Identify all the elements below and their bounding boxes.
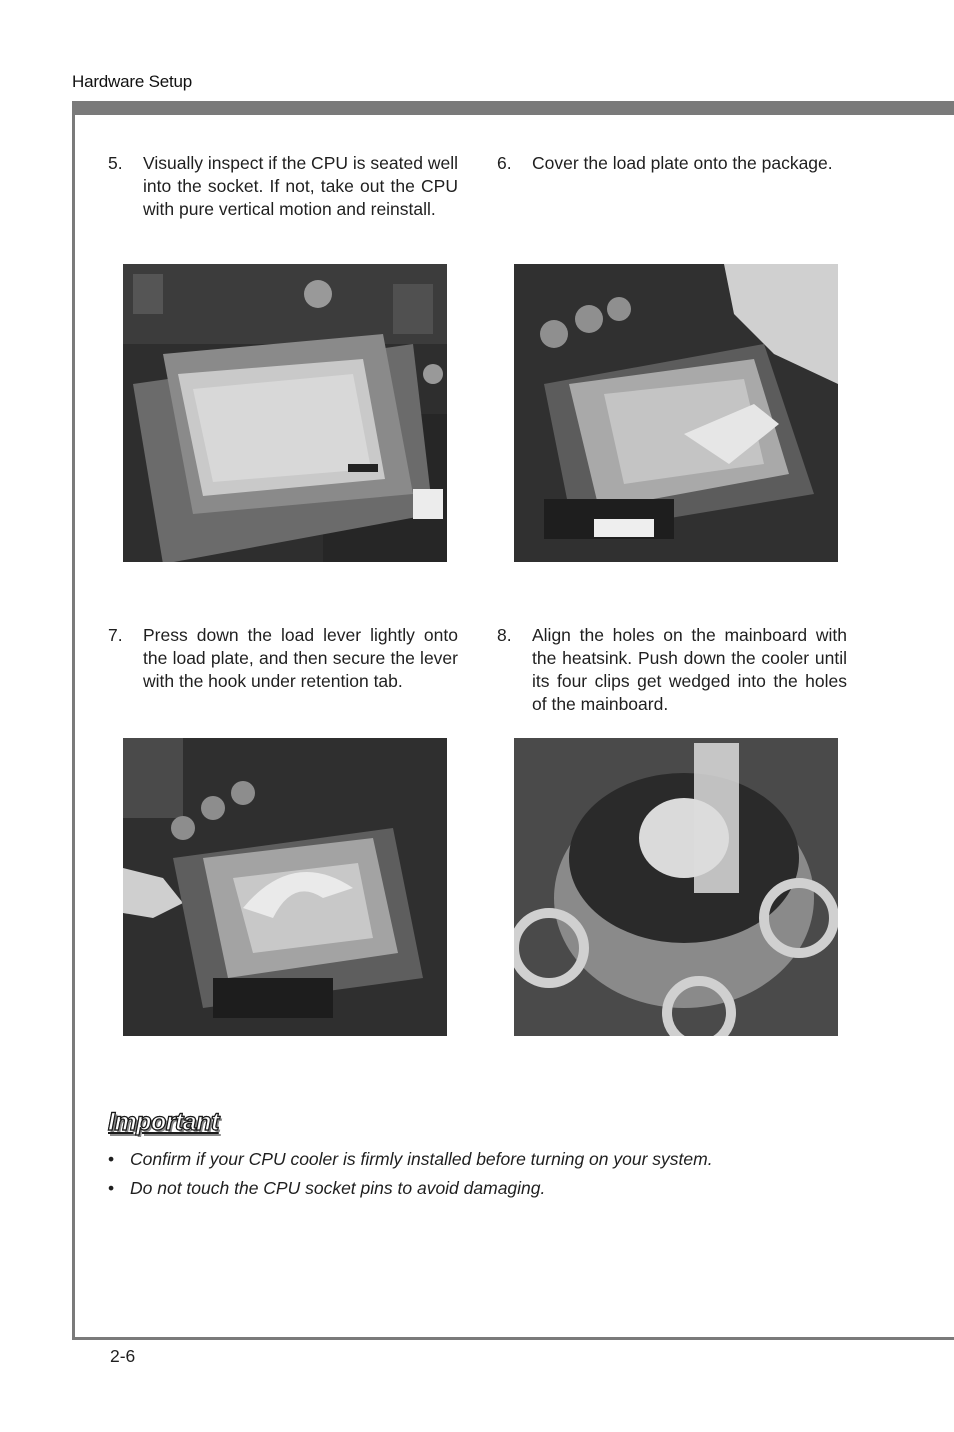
important-item-text: Do not touch the CPU socket pins to avoid damaging. xyxy=(130,1178,546,1198)
step-7 xyxy=(108,624,458,693)
cpu-seated-photo xyxy=(123,264,447,562)
step-number: 8. xyxy=(497,625,512,645)
header-bar xyxy=(72,101,954,115)
left-rule xyxy=(72,101,75,1340)
step-number: 7. xyxy=(108,625,123,645)
important-list xyxy=(108,1148,713,1206)
bullet-icon: • xyxy=(108,1149,115,1169)
step-text: Align the holes on the mainboard with the heatsink. Push down the cooler until its four clips get wedged into the holes of the mainboard. xyxy=(532,625,847,714)
load-lever-photo xyxy=(123,738,447,1036)
step-5 xyxy=(108,152,458,221)
bullet-icon: • xyxy=(108,1178,115,1198)
bottom-rule xyxy=(72,1337,954,1340)
page-number: 2-6 xyxy=(110,1346,136,1366)
step-text: Visually inspect if the CPU is seated well into the socket. If not, take out the CPU with pure vertical motion and reinstall. xyxy=(143,153,458,219)
step-text: Press down the load lever lightly onto the load plate, and then secure the lever with the hook under retention tab. xyxy=(143,625,458,691)
step-8 xyxy=(497,624,847,716)
section-title: Hardware Setup xyxy=(72,72,193,91)
important-item xyxy=(108,1148,713,1171)
step-number: 5. xyxy=(108,153,123,173)
important-item xyxy=(108,1177,713,1200)
important-title: Important xyxy=(108,1108,219,1136)
step-6 xyxy=(497,152,847,175)
step-text: Cover the load plate onto the package. xyxy=(532,153,833,173)
important-item-text: Confirm if your CPU cooler is firmly installed before turning on your system. xyxy=(130,1149,713,1169)
cooler-photo xyxy=(514,738,838,1036)
load-plate-photo xyxy=(514,264,838,562)
step-number: 6. xyxy=(497,153,512,173)
